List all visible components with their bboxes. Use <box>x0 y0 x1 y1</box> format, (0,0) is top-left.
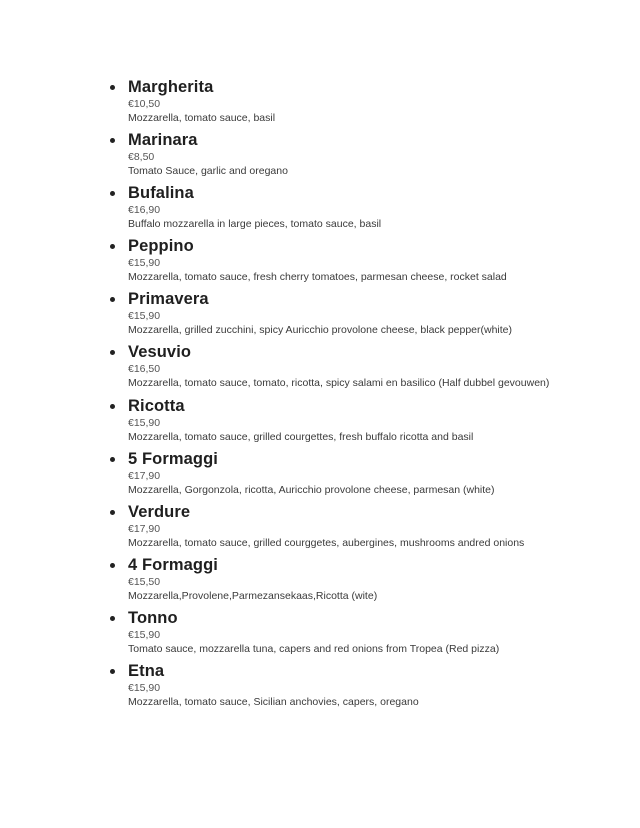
bullet-icon <box>110 616 115 621</box>
item-price: €15,90 <box>128 310 161 323</box>
item-price: €15,90 <box>128 682 161 695</box>
item-price: €15,90 <box>128 628 161 641</box>
item-name: Etna <box>128 662 165 681</box>
bullet-icon <box>110 297 115 302</box>
bullet-icon <box>110 510 115 515</box>
item-name: Tonno <box>128 608 178 627</box>
menu-item-bufalina <box>0 182 640 235</box>
item-price: €15,50 <box>128 575 161 588</box>
item-price: €17,90 <box>128 469 161 482</box>
item-description: Tomato sauce, mozzarella tuna, capers and red onions from Tropea (Red pizza) <box>128 642 500 655</box>
item-description: Mozzarella, tomato sauce, grilled courgettes, fresh buffalo ricotta and basil <box>128 430 474 443</box>
item-price: €8,50 <box>128 151 155 164</box>
menu-item-4-formaggi <box>0 554 640 607</box>
item-description: Buffalo mozzarella in large pieces, tomato sauce, basil <box>128 218 382 231</box>
item-price: €16,50 <box>128 363 161 376</box>
item-name: 4 Formaggi <box>128 555 218 574</box>
item-description: Mozzarella, grilled zucchini, spicy Auricchio provolone cheese, black pepper(white) <box>128 324 513 337</box>
item-name: Bufalina <box>128 184 194 203</box>
menu-item-margherita <box>0 76 640 129</box>
menu-item-5-formaggi <box>0 448 640 501</box>
item-name: 5 Formaggi <box>128 449 218 468</box>
bullet-icon <box>110 457 115 462</box>
item-name: Margherita <box>128 78 214 96</box>
bullet-icon <box>110 404 115 409</box>
bullet-icon <box>110 669 115 674</box>
bullet-icon <box>110 563 115 568</box>
item-price: €17,90 <box>128 522 161 535</box>
bullet-icon <box>110 85 115 90</box>
menu-item-tonno <box>0 607 640 660</box>
pizza-menu-list <box>0 76 640 713</box>
bullet-icon <box>110 138 115 143</box>
item-price: €15,90 <box>128 257 161 270</box>
item-name: Marinara <box>128 131 198 150</box>
item-description: Mozzarella, Gorgonzola, ricotta, Auricchio provolone cheese, parmesan (white) <box>128 483 495 496</box>
item-name: Ricotta <box>128 396 185 415</box>
menu-item-ricotta <box>0 395 640 448</box>
item-price: €10,50 <box>128 98 161 110</box>
item-description: Tomato Sauce, garlic and oregano <box>128 165 288 178</box>
menu-item-marinara <box>0 129 640 182</box>
item-description: Mozzarella, tomato sauce, tomato, ricotta, spicy salami en basilico (Half dubbel gevouwen) <box>128 377 550 390</box>
menu-item-vesuvio <box>0 341 640 394</box>
item-name: Verdure <box>128 502 191 521</box>
menu-item-peppino <box>0 235 640 288</box>
menu-item-verdure <box>0 501 640 554</box>
item-name: Primavera <box>128 290 209 309</box>
item-price: €15,90 <box>128 416 161 429</box>
item-description: Mozzarella,Provolene,Parmezansekaas,Ricotta (wite) <box>128 589 378 602</box>
bullet-icon <box>110 191 115 196</box>
bullet-icon <box>110 244 115 249</box>
item-price: €16,90 <box>128 204 161 217</box>
item-name: Peppino <box>128 237 194 256</box>
item-description: Mozzarella, tomato sauce, basil <box>128 112 276 124</box>
item-description: Mozzarella, tomato sauce, grilled courggetes, aubergines, mushrooms andred onions <box>128 536 525 549</box>
bullet-icon <box>110 350 115 355</box>
menu-item-etna <box>0 660 640 713</box>
menu-item-primavera <box>0 288 640 341</box>
item-description: Mozzarella, tomato sauce, fresh cherry tomatoes, parmesan cheese, rocket salad <box>128 271 507 284</box>
item-description: Mozzarella, tomato sauce, Sicilian anchovies, capers, oregano <box>128 696 419 709</box>
item-name: Vesuvio <box>128 343 192 362</box>
